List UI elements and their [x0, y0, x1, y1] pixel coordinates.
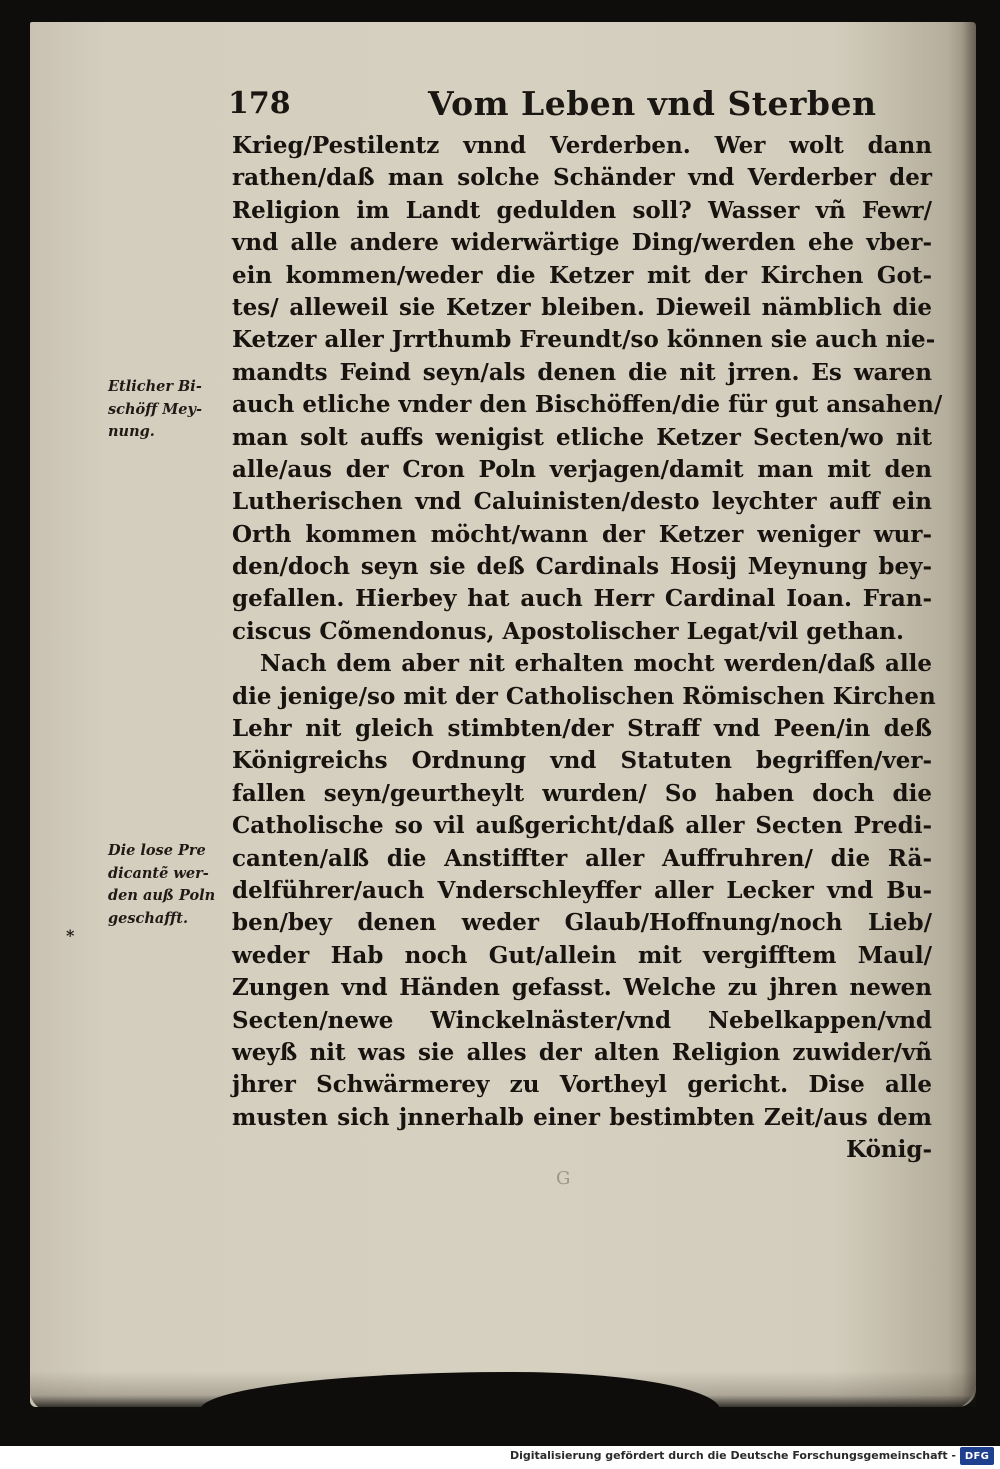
text-line: jhrer Schwärmerey zu Vortheyl gericht. Dise alle: [232, 1071, 932, 1099]
text-line: ciscus Cõmendonus, Apostolischer Legat/vil gethan.: [232, 617, 904, 645]
text-line: Zungen vnd Händen gefasst. Welche zu jhren newen: [232, 974, 932, 1002]
text-line: Krieg/Pestilentz vnnd Verderben. Wer wolt dann: [232, 132, 932, 159]
text-line: musten sich jnnerhalb einer bestimbten Zeit/aus dem: [232, 1103, 932, 1131]
text-line: weyß nit was sie alles der alten Religion zuwider/vñ: [232, 1038, 932, 1066]
margin-note-line: Die lose Pre: [108, 842, 206, 859]
text-line: ein kommen/weder die Ketzer mit der Kirchen Got-: [232, 261, 932, 289]
text-line: Secten/newe Winckelnäster/vnd Nebelkappen/vnd: [232, 1006, 932, 1034]
page-header: [228, 80, 958, 128]
text-line: vnd alle andere widerwärtige Ding/werden ehe vber-: [232, 229, 932, 257]
catchword: König-: [846, 1136, 932, 1164]
text-line: weder Hab noch Gut/allein mit vergifftem Maul/: [232, 941, 932, 969]
asterisk-mark: *: [66, 926, 75, 945]
text-line: den/doch seyn sie deß Cardinals Hosij Meynung bey-: [232, 553, 932, 581]
text-line: man solt auffs wenigist etliche Ketzer Secten/wo nit: [232, 423, 932, 451]
text-line: Catholische so vil außgericht/daß aller Secten Predi-: [232, 812, 932, 840]
text-line: Religion im Landt gedulden soll? Wasser vñ Fewr/: [232, 196, 932, 224]
text-line: Lehr nit gleich stimbten/der Straff vnd Peen/in deß: [232, 715, 932, 743]
text-line: auch etliche vnder den Bischöffen/die für gut ansahen/: [232, 391, 943, 419]
margin-note-bishops: [108, 376, 236, 444]
text-line: Lutherischen vnd Caluinisten/desto leychter auff ein: [232, 488, 932, 516]
text-line: rathen/daß man solche Schänder vnd Verderber der: [232, 164, 932, 192]
page-number: 178: [228, 86, 291, 121]
text-line: tes/ alleweil sie Ketzer bleiben. Dieweil nämblich die: [232, 293, 932, 321]
text-line: Ketzer aller Jrrthumb Freundt/so können sie auch nie-: [232, 326, 936, 354]
margin-note-line: geschafft.: [108, 909, 189, 927]
text-line: Königreichs Ordnung vnd Statuten begriffen/ver-: [232, 747, 932, 775]
footer-credit: Digitalisierung gefördert durch die Deutsche Forschungsgemeinschaft -: [509, 1449, 956, 1462]
text-line: gefallen. Hierbey hat auch Herr Cardinal Ioan. Fran-: [232, 585, 932, 613]
margin-note-preachers: [108, 840, 236, 930]
body-text: [232, 130, 943, 1167]
text-line: alle/aus der Cron Poln verjagen/damit man mit den: [232, 455, 932, 483]
text-line: die jenige/so mit der Catholischen Römischen Kirchen: [232, 682, 936, 710]
faint-mark: G: [556, 1168, 571, 1189]
dfg-logo: DFG: [960, 1447, 994, 1465]
margin-note-line: schöff Mey-: [108, 400, 202, 418]
margin-note-line: dicantẽ wer-: [108, 864, 209, 882]
margin-note-line: den auß Poln: [108, 887, 216, 904]
margin-note-line: Etlicher Bi-: [108, 378, 202, 395]
text-line: mandts Feind seyn/als denen die nit jrren. Es waren: [232, 358, 932, 386]
text-line: Nach dem aber nit erhalten mocht werden/daß alle: [260, 650, 932, 678]
text-line: canten/alß die Anstiffter aller Auffruhren/ die Rä-: [232, 844, 932, 872]
text-line: delführer/auch Vnderschleyffer aller Lecker vnd Bu-: [232, 876, 932, 904]
margin-note-line: nung.: [108, 423, 155, 440]
page-gutter-shadow: [962, 22, 976, 1407]
running-head: Vom Leben vnd Sterben: [428, 84, 877, 123]
text-line: Orth kommen möcht/wann der Ketzer weniger wur-: [232, 520, 932, 548]
text-line: fallen seyn/geurtheylt wurden/ So haben doch die: [232, 779, 932, 807]
text-line: ben/bey denen weder Glaub/Hoffnung/noch Lieb/: [232, 909, 932, 937]
